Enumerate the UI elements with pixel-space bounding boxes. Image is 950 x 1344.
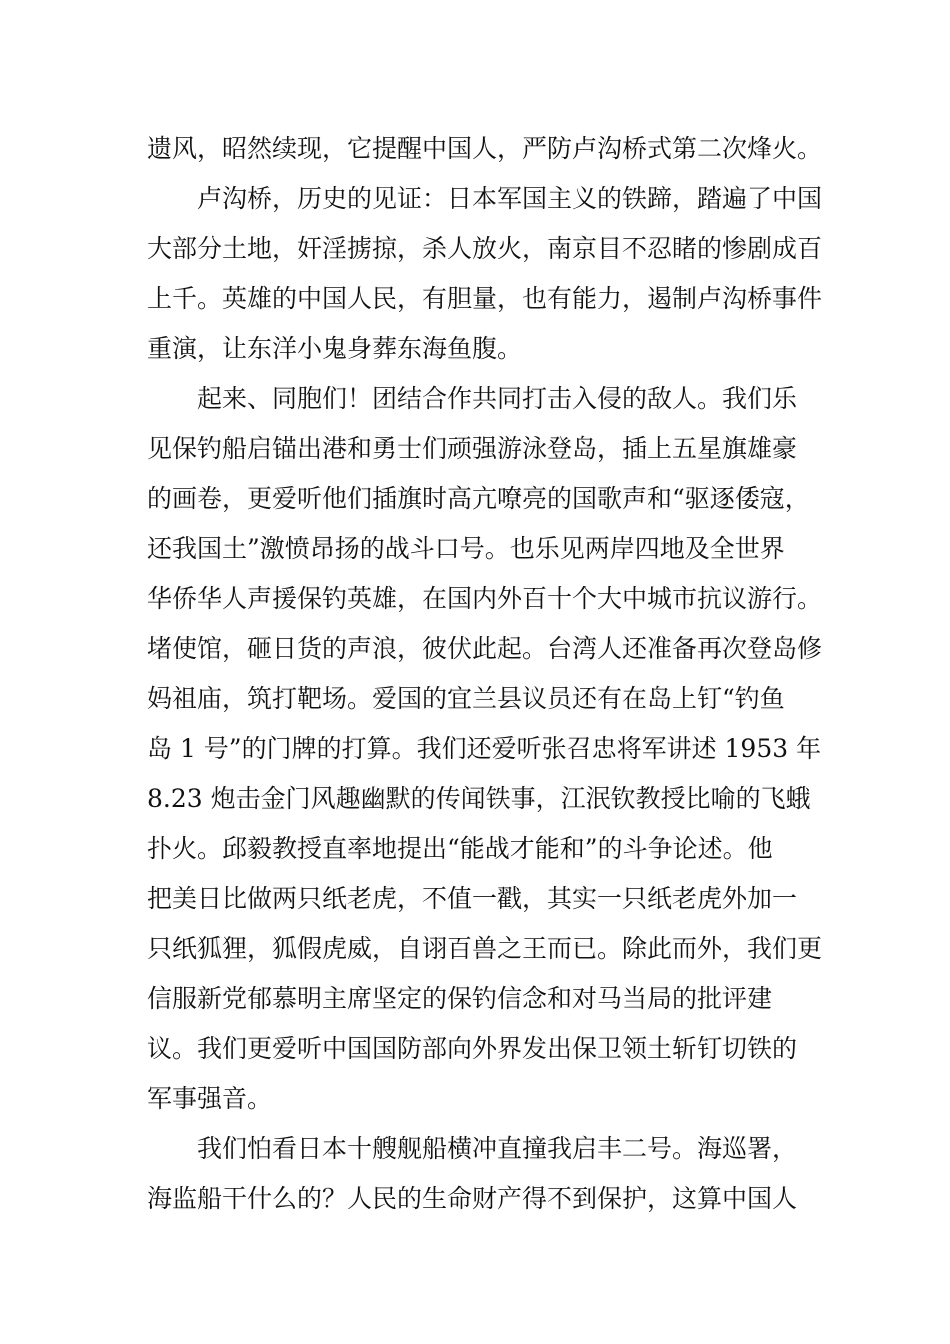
- paragraph-start-line: 起来、同胞们！团结合作共同打击入侵的敌人。我们乐: [197, 384, 798, 413]
- text-line: 上千。英雄的中国人民，有胆量，也有能力，遏制卢沟桥事件: [147, 284, 823, 313]
- text-line: 重演，让东洋小鬼身葬东海鱼腹。: [147, 334, 523, 363]
- body-text: [147, 124, 827, 1224]
- paragraph-start-line: 卢沟桥，历史的见证：日本军国主义的铁蹄，踏遍了中国: [197, 184, 823, 213]
- text-line: 堵使馆，砸日货的声浪，彼伏此起。台湾人还准备再次登岛修: [147, 634, 823, 663]
- text-line: 把美日比做两只纸老虎，不值一戳，其实一只纸老虎外加一: [147, 884, 798, 913]
- text-line: 华侨华人声援保钓英雄，在国内外百十个大中城市抗议游行。: [147, 584, 823, 613]
- text-line: 岛 1 号”的门牌的打算。我们还爱听张召忠将军讲述 1953 年: [147, 734, 822, 763]
- text-line: 妈祖庙，筑打靶场。爱国的宜兰县议员还有在岛上钉“钓鱼: [147, 684, 785, 713]
- text-line: 见保钓船启锚出港和勇士们顽强游泳登岛，插上五星旗雄豪: [147, 434, 798, 463]
- text-line: 海监船干什么的？人民的生命财产得不到保护，这算中国人: [147, 1184, 798, 1213]
- text-line: 8.23 炮击金门风趣幽默的传闻铁事，江泯钦教授比喻的飞蛾: [147, 784, 811, 813]
- text-line: 的画卷，更爱听他们插旗时高亢嘹亮的国歌声和“驱逐倭寇，: [147, 484, 810, 513]
- text-line: 军事强音。: [147, 1084, 273, 1113]
- paragraph-start-line: 我们怕看日本十艘舰船横冲直撞我启丰二号。海巡署，: [197, 1134, 798, 1163]
- text-line: 还我国土”激愤昂扬的战斗口号。也乐见两岸四地及全世界: [147, 534, 785, 563]
- text-line: 遗风，昭然续现，它提醒中国人，严防卢沟桥式第二次烽火。: [147, 134, 823, 163]
- text-line: 扑火。邱毅教授直率地提出“能战才能和”的斗争论述。他: [147, 834, 773, 863]
- text-line: 大部分土地，奸淫掳掠，杀人放火，南京目不忍睹的惨剧成百: [147, 234, 823, 263]
- text-line: 议。我们更爱听中国国防部向外界发出保卫领土斩钉切铁的: [147, 1034, 798, 1063]
- text-line: 只纸狐狸，狐假虎威，自诩百兽之王而已。除此而外，我们更: [147, 934, 823, 963]
- text-line: 信服新党郁慕明主席坚定的保钓信念和对马当局的批评建: [147, 984, 773, 1013]
